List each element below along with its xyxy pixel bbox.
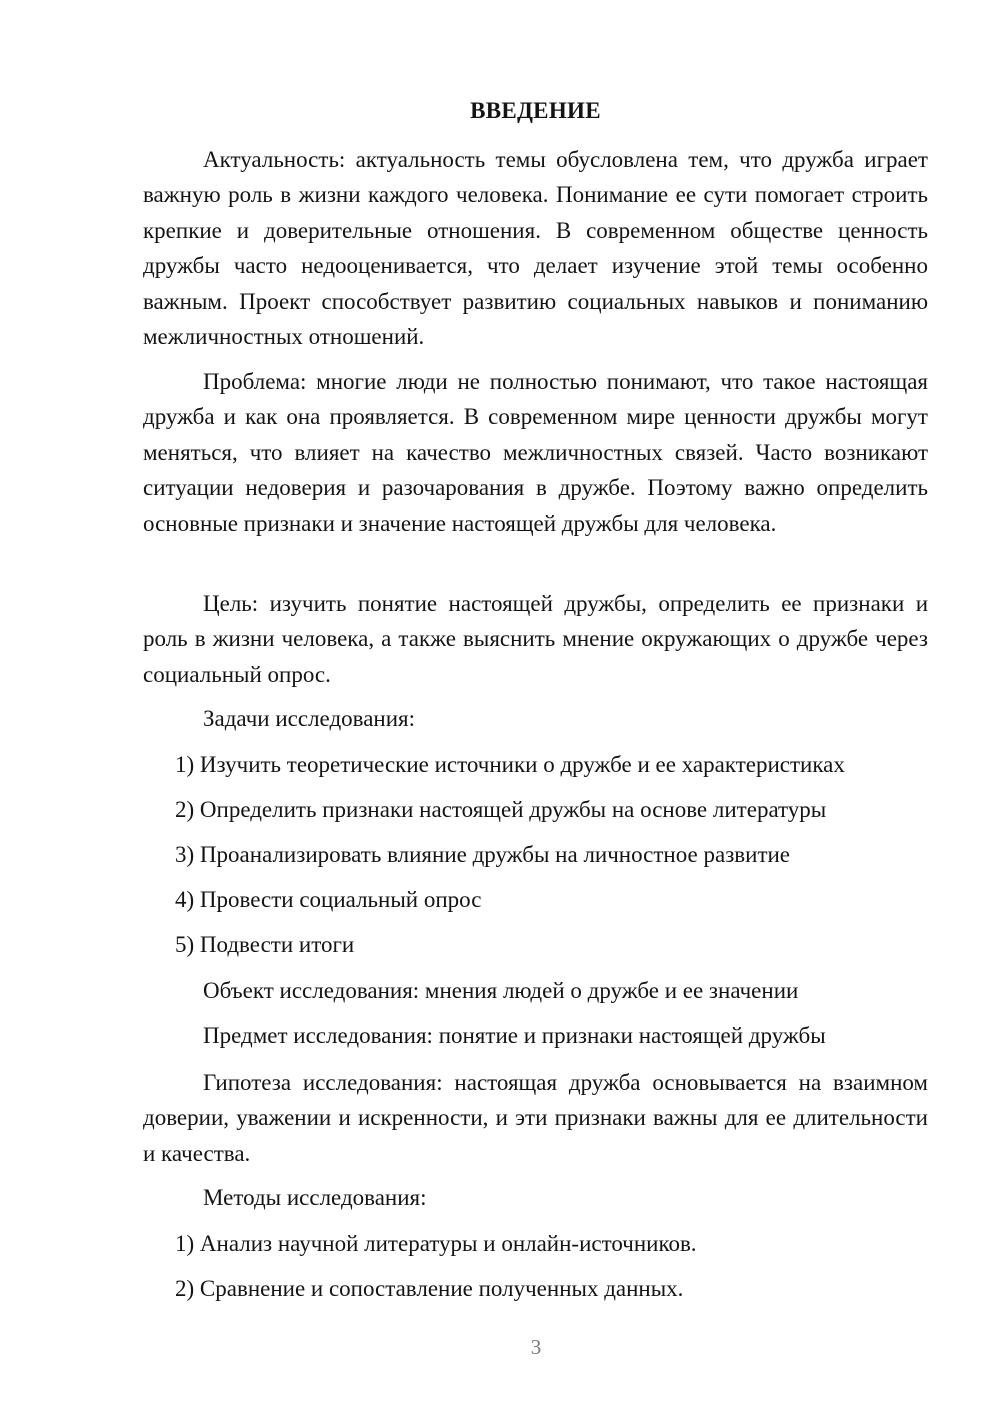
list-item-task-3: 3) Проанализировать влияние дружбы на личностное развитие [175, 842, 791, 867]
section-title: ВВЕДЕНИЕ [470, 98, 601, 123]
list-item-task-2: 2) Определить признаки настоящей дружбы на основе литературы [175, 797, 827, 822]
paragraph-goal: Цель: изучить понятие настоящей дружбы, определить ее признаки и роль в жизни человека, а также выяснить мнение окружающих о дружбе через социальный опрос. [143, 591, 928, 687]
paragraph-relevance: Актуальность: актуальность темы обусловлена тем, что дружба играет важную роль в жизни каждого человека. Понимание ее сути помогает строить крепкие и доверительные отношения. В современном обществе ценность дружбы часто недооценивается, что делает изучение этой темы особенно важным. Проект способствует развитию социальных навыков и пониманию межличностных отношений. [143, 147, 928, 350]
list-item-task-1: 1) Изучить теоретические источники о дружбе и ее характеристиках [175, 752, 845, 777]
tasks-heading: Задачи исследования: [203, 706, 416, 731]
paragraph-hypothesis: Гипотеза исследования: настоящая дружба основывается на взаимном доверии, уважении и искренности, и эти признаки важны для ее длительности и качества. [143, 1070, 928, 1166]
methods-heading: Методы исследования: [203, 1185, 427, 1210]
list-item-method-2: 2) Сравнение и сопоставление полученных данных. [175, 1276, 684, 1301]
list-item-task-5: 5) Подвести итоги [175, 932, 355, 957]
list-item-method-1: 1) Анализ научной литературы и онлайн-источников. [175, 1231, 697, 1256]
research-object: Объект исследования: мнения людей о дружбе и ее значении [203, 978, 799, 1003]
page-number: 3 [530, 1335, 542, 1359]
list-item-task-4: 4) Провести социальный опрос [175, 887, 482, 912]
paragraph-problem: Проблема: многие люди не полностью понимают, что такое настоящая дружба и как она проявляется. В современном мире ценности дружбы могут меняться, что влияет на качество межличностных связей. Часто возникают ситуации недоверия и разочарования в дружбе. Поэтому важно определить основные признаки и значение настоящей дружбы для человека. [143, 369, 928, 536]
research-subject: Предмет исследования: понятие и признаки настоящей дружбы [203, 1023, 826, 1048]
